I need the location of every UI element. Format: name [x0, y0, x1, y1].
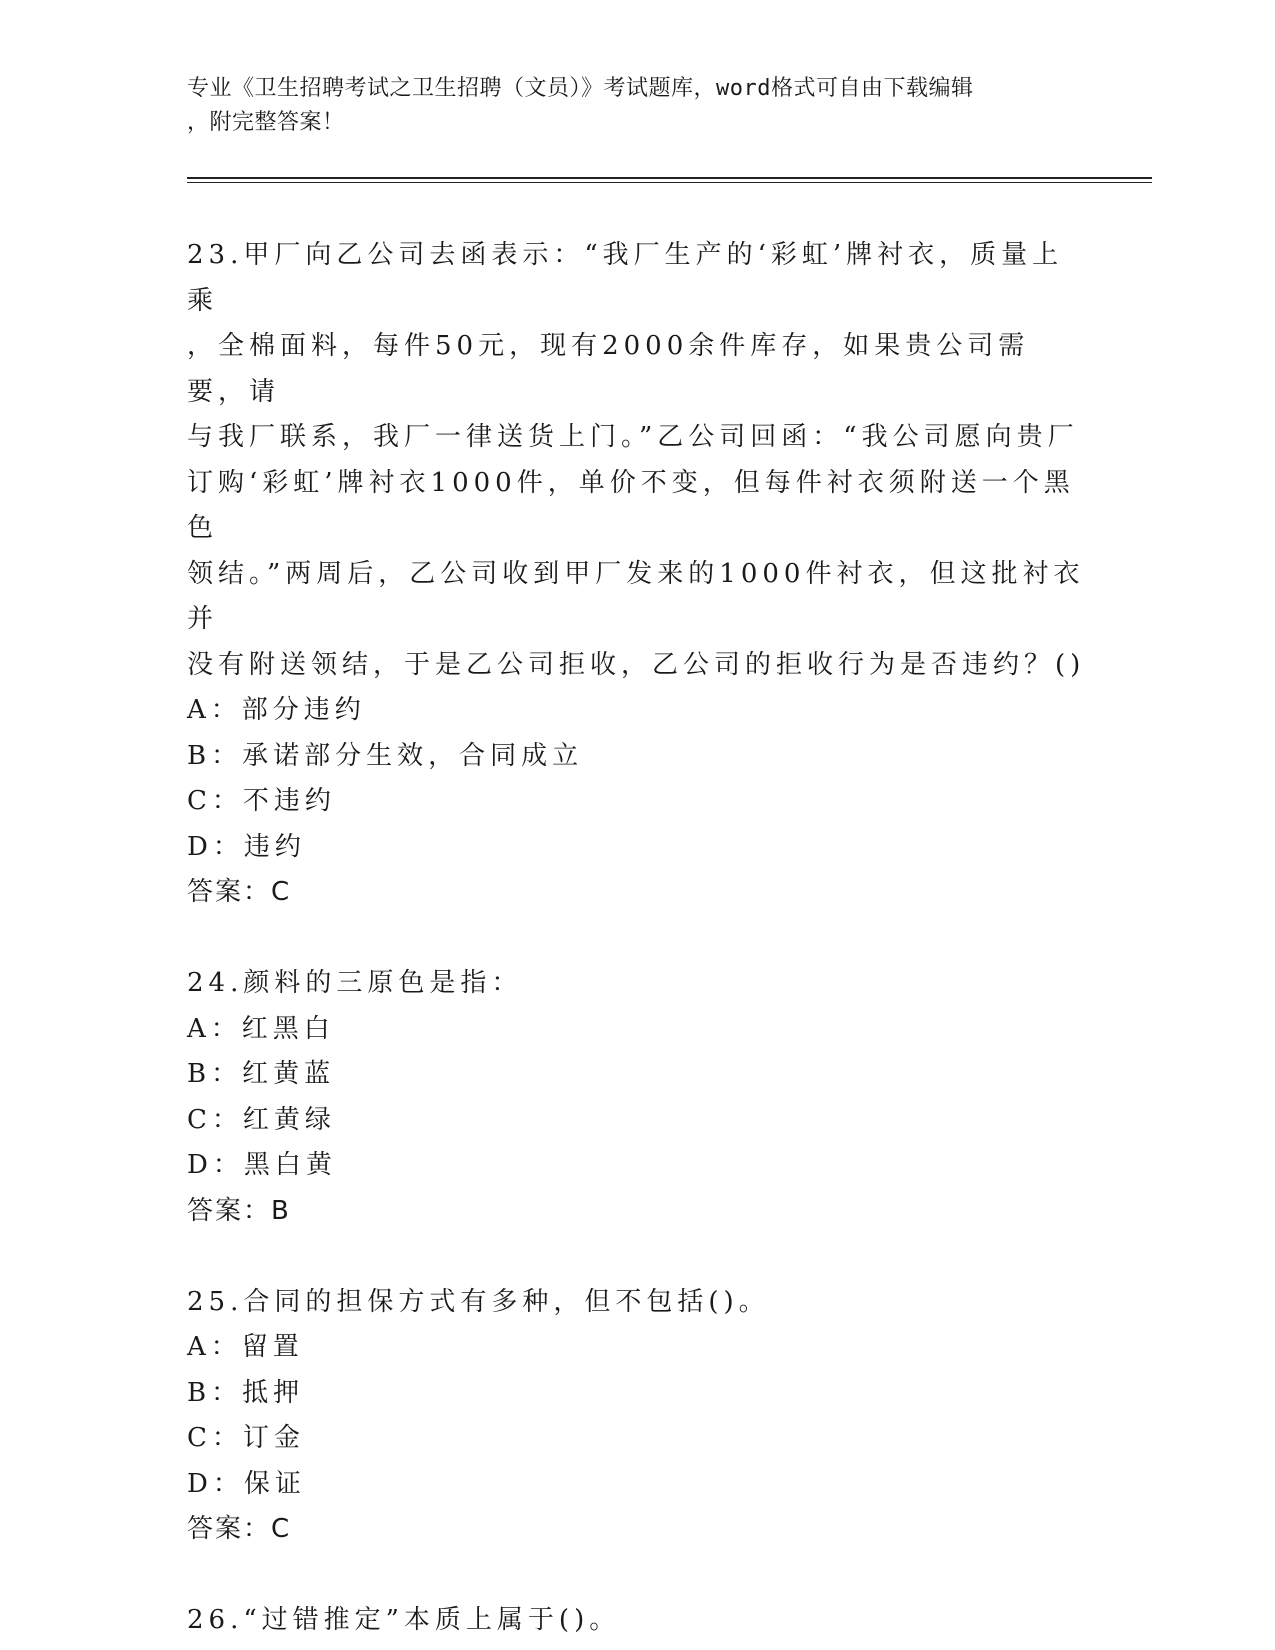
question-line: 领结。”两周后，乙公司收到甲厂发来的1000件衬衣，但这批衬衣并: [187, 558, 1085, 634]
question-25: [187, 1280, 1087, 1553]
spacer: [187, 1234, 1087, 1280]
option-d: D：保证: [187, 1468, 306, 1499]
option-c: C：订金: [187, 1423, 305, 1453]
question-line: ，全棉面料，每件50元，现有2000余件库存，如果贵公司需要，请: [187, 331, 1030, 407]
question-23: [187, 233, 1087, 916]
question-line: 26.“过错推定”本质上属于()。: [187, 1605, 621, 1635]
question-line: 23.甲厂向乙公司去函表示：“我厂生产的‘彩虹’牌衬衣，质量上乘: [187, 240, 1064, 316]
header-line-2: ，附完整答案！: [187, 110, 345, 135]
option-b: B：承诺部分生效，合同成立: [187, 740, 584, 771]
header-rule-thick: [187, 177, 1152, 179]
question-line: 订购‘彩虹’牌衬衣1000件，单价不变，但每件衬衣须附送一个黑色: [187, 467, 1075, 543]
option-c: C：不违约: [187, 786, 336, 816]
question-line: 没有附送领结，于是乙公司拒收，乙公司的拒收行为是否违约？(): [187, 649, 1086, 680]
option-b: B：抵押: [187, 1377, 305, 1408]
option-c: C：红黄绿: [187, 1104, 336, 1135]
answer: 答案：C: [187, 1514, 292, 1544]
question-line: 24.颜料的三原色是指：: [187, 968, 523, 998]
spacer: [187, 1553, 1087, 1599]
option-d: D：黑白黄: [187, 1150, 337, 1180]
option-a: A：部分违约: [187, 695, 366, 725]
question-26: [187, 1598, 1087, 1644]
option-a: A：留置: [187, 1332, 304, 1362]
header-rule-thin: [187, 182, 1152, 183]
spacer: [187, 916, 1087, 962]
option-d: D：违约: [187, 831, 306, 862]
question-line: 与我厂联系，我厂一律送货上门。”乙公司回函：“我公司愿向贵厂: [187, 422, 1079, 452]
question-line: 25.合同的担保方式有多种，但不包括()。: [187, 1286, 770, 1317]
question-list: [187, 233, 1087, 1644]
question-24: [187, 961, 1087, 1234]
document-header: [187, 72, 1087, 140]
option-a: A：红黑白: [187, 1013, 335, 1044]
answer: 答案：C: [187, 877, 292, 907]
header-line-1: 专业《卫生招聘考试之卫生招聘（文员）》考试题库，word格式可自由下载编辑: [187, 76, 974, 101]
answer: 答案：B: [187, 1195, 291, 1226]
option-b: B：红黄蓝: [187, 1059, 336, 1089]
